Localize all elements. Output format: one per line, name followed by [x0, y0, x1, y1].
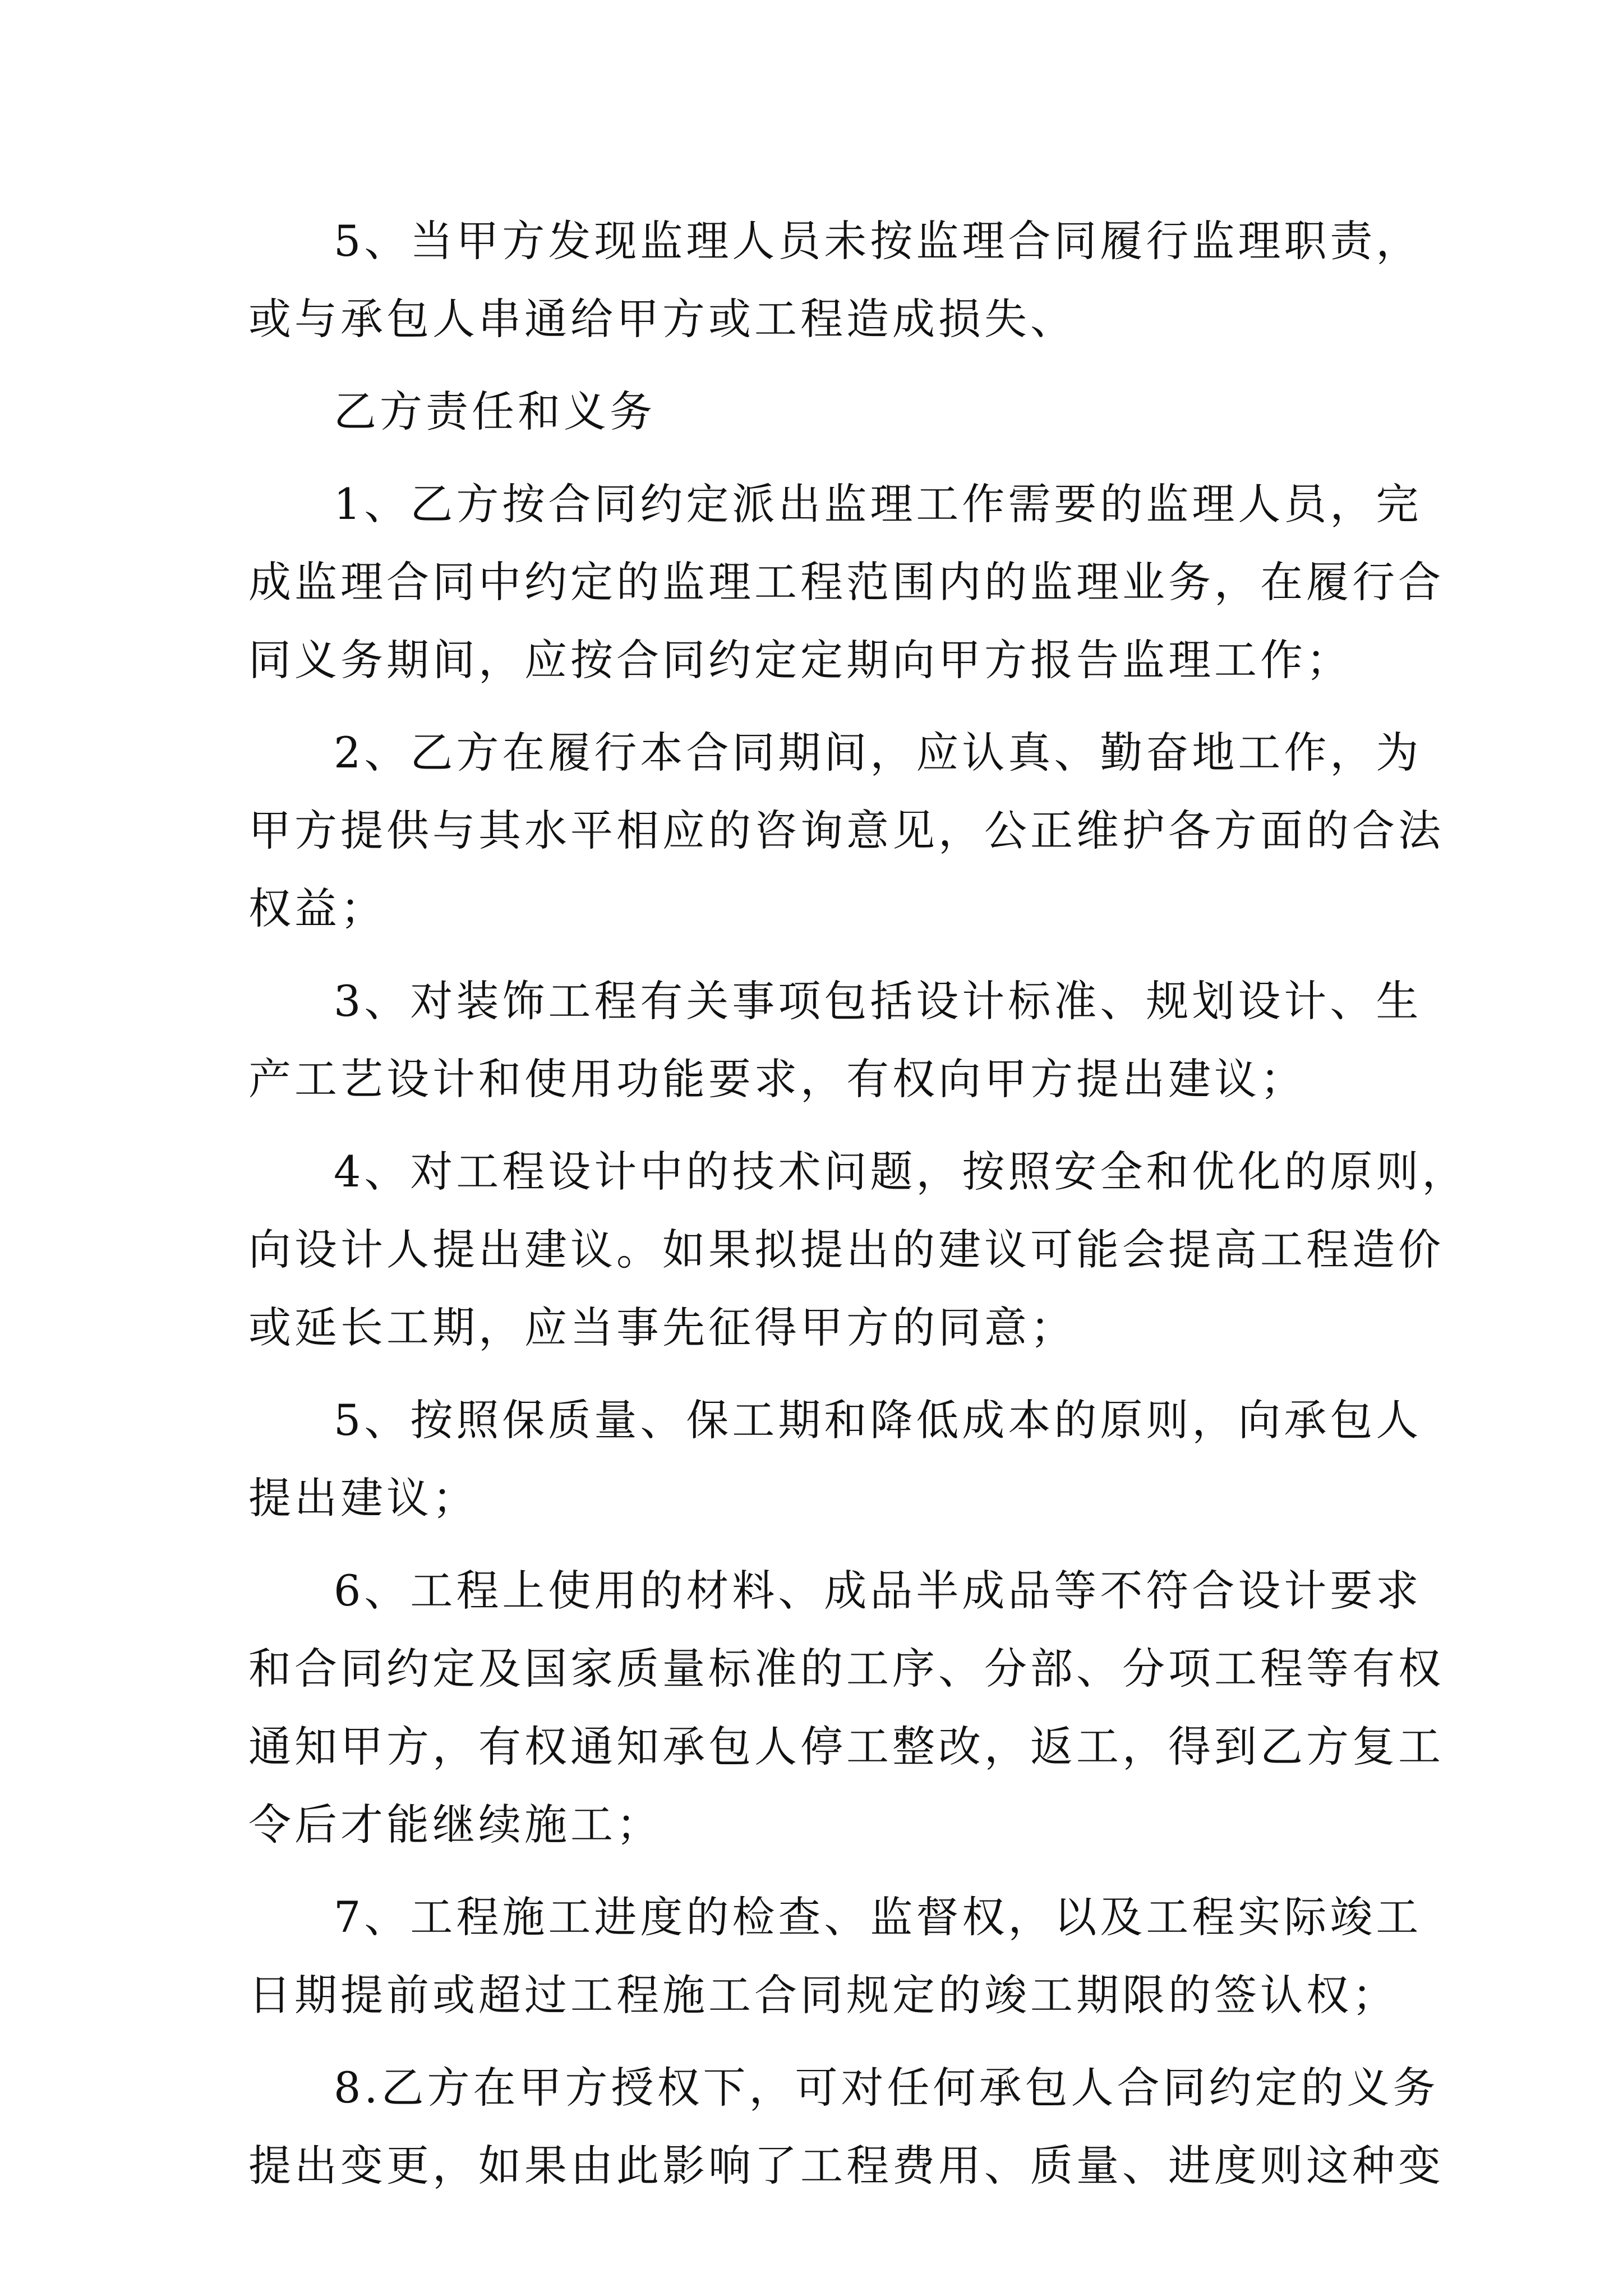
item-6-line-4: 令后才能继续施工；	[248, 1800, 662, 1849]
item-5-line-1: 5、按照保质量、保工期和降低成本的原则，向承包人	[334, 1395, 1422, 1445]
item-3-line-1: 3、对装饰工程有关事项包括设计标准、规划设计、生	[334, 976, 1422, 1026]
section-heading: 乙方责任和义务	[334, 386, 656, 436]
item-6-line-1: 6、工程上使用的材料、成品半成品等不符合设计要求	[334, 1566, 1422, 1616]
paragraph-5-line-1: 5、当甲方发现监理人员未按监理合同履行监理职责，	[334, 216, 1422, 266]
document-body	[248, 202, 1468, 2205]
item-7-line-1: 7、工程施工进度的检查、监督权，以及工程实际竣工	[334, 1892, 1422, 1942]
item-7-line-2: 日期提前或超过工程施工合同规定的竣工期限的签认权；	[248, 1970, 1398, 2020]
item-4-line-2: 向设计人提出建议。如果拟提出的建议可能会提高工程造价	[248, 1225, 1444, 1274]
item-2-line-1: 2、乙方在履行本合同期间，应认真、勤奋地工作，为	[334, 728, 1422, 777]
item-2-line-3: 权益；	[248, 884, 386, 933]
item-2-line-2: 甲方提供与其水平相应的咨询意见，公正维护各方面的合法	[248, 806, 1444, 855]
paragraph-5-line-2: 或与承包人串通给甲方或工程造成损失、	[248, 294, 1076, 344]
item-4-line-3: 或延长工期，应当事先征得甲方的同意；	[248, 1303, 1076, 1352]
item-4-line-1: 4、对工程设计中的技术问题，按照安全和优化的原则，	[334, 1147, 1468, 1197]
item-1-line-2: 成监理合同中约定的监理工程范围内的监理业务，在履行合	[248, 557, 1444, 607]
item-1-line-1: 1、乙方按合同约定派出监理工作需要的监理人员，完	[334, 479, 1422, 529]
item-6-line-2: 和合同约定及国家质量标准的工序、分部、分项工程等有权	[248, 1644, 1444, 1694]
item-6-line-3: 通知甲方，有权通知承包人停工整改，返工，得到乙方复工	[248, 1722, 1444, 1772]
item-8-line-1: 8.乙方在甲方授权下，可对任何承包人合同约定的义务	[334, 2063, 1439, 2113]
item-5-line-2: 提出建议；	[248, 1473, 478, 1523]
item-8-line-2: 提出变更，如果由此影响了工程费用、质量、进度则这种变	[248, 2141, 1444, 2191]
item-3-line-2: 产工艺设计和使用功能要求，有权向甲方提出建议；	[248, 1054, 1306, 1104]
item-1-line-3: 同义务期间，应按合同约定定期向甲方报告监理工作；	[248, 635, 1352, 685]
